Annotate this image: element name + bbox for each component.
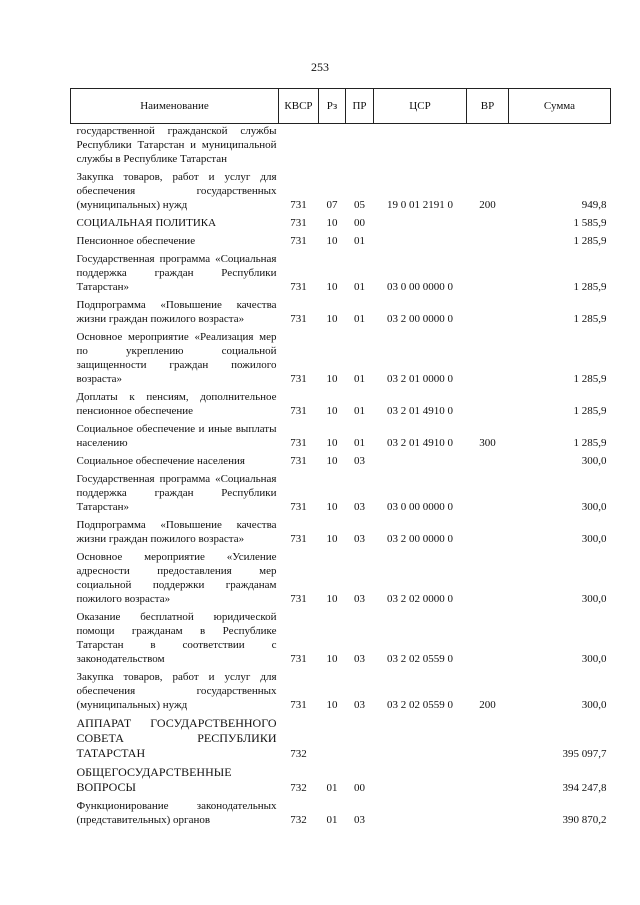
- cell-rz: 10: [326, 455, 338, 467]
- table-row: [71, 468, 611, 514]
- table-row: [71, 761, 611, 795]
- cell-pr: 00: [354, 217, 365, 229]
- cell-csr: 03 2 01 4910 0: [387, 437, 453, 449]
- cell-pr: 03: [354, 455, 365, 467]
- cell-rz: 10: [326, 699, 338, 711]
- cell-sum: 1 285,9: [573, 405, 607, 417]
- cell-rz: 01: [326, 814, 338, 826]
- cell-csr: [374, 212, 467, 230]
- cell-name: Основное мероприятие «Усиление адресности предоставления мер социальной поддержки гражданам пожилого возраста»: [76, 551, 277, 605]
- cell-vr: [467, 248, 509, 294]
- cell-vr: [467, 761, 509, 795]
- table-row: [71, 326, 611, 386]
- cell-name: Закупка товаров, работ и услуг для обеспечения государственных (муниципальных) нужд: [76, 671, 277, 711]
- header-pr: ПР: [346, 89, 374, 124]
- cell-kvsr: 731: [290, 405, 307, 417]
- table-row: [71, 795, 611, 827]
- table-row: [71, 294, 611, 326]
- cell-csr: [374, 450, 467, 468]
- cell-csr: 03 0 00 0000 0: [387, 281, 453, 293]
- table-row: [71, 514, 611, 546]
- cell-kvsr: 732: [290, 814, 307, 826]
- cell-name: Государственная программа «Социальная поддержка граждан Республики Татарстан»: [76, 473, 277, 513]
- cell-name: Оказание бесплатной юридической помощи гражданам в Республике Татарстан в соответствии с законодательством: [76, 611, 277, 665]
- cell-sum: 300,0: [581, 699, 607, 711]
- cell-sum: 300,0: [581, 501, 607, 513]
- cell-rz: 10: [326, 373, 338, 385]
- cell-sum: 395 097,7: [562, 748, 607, 760]
- cell-name: Функционирование законодательных (представительных) органов: [76, 800, 277, 826]
- header-kvsr: КВСР: [279, 89, 319, 124]
- cell-pr: 03: [354, 699, 365, 711]
- cell-name: Социальное обеспечение и иные выплаты населению: [76, 423, 277, 449]
- table-row: [71, 230, 611, 248]
- table-body: [71, 124, 611, 828]
- cell-kvsr: 732: [290, 748, 307, 760]
- cell-sum: 1 285,9: [573, 437, 607, 449]
- cell-kvsr: 731: [290, 501, 307, 513]
- cell-pr: [346, 124, 374, 167]
- cell-name: государственной гражданской службы Республики Татарстан и муниципальной службы в Республике Татарстан: [76, 125, 277, 165]
- cell-csr: 03 2 02 0559 0: [387, 653, 453, 665]
- cell-csr: 03 2 01 0000 0: [387, 373, 453, 385]
- cell-pr: 03: [354, 533, 365, 545]
- header-vr: ВР: [467, 89, 509, 124]
- header-csr: ЦСР: [374, 89, 467, 124]
- cell-pr: 03: [354, 653, 365, 665]
- cell-name: АППАРАТ ГОСУДАРСТВЕННОГО СОВЕТА РЕСПУБЛИКИ ТАТАРСТАН: [76, 716, 277, 760]
- cell-rz: [319, 712, 346, 761]
- cell-rz: 10: [326, 593, 338, 605]
- cell-name: Основное мероприятие «Реализация мер по укреплению социальной защищенности граждан пожилого возраста»: [76, 331, 277, 385]
- cell-name: Государственная программа «Социальная поддержка граждан Республики Татарстан»: [76, 253, 277, 293]
- cell-csr: [374, 795, 467, 827]
- cell-kvsr: 731: [290, 235, 307, 247]
- cell-rz: 07: [326, 199, 338, 211]
- cell-sum: [509, 124, 611, 167]
- table-header: [71, 89, 611, 124]
- cell-kvsr: 731: [290, 593, 307, 605]
- cell-vr: 300: [479, 437, 496, 449]
- cell-kvsr: 731: [290, 653, 307, 665]
- cell-name: Подпрограмма «Повышение качества жизни граждан пожилого возраста»: [76, 299, 277, 325]
- table-row: [71, 212, 611, 230]
- cell-vr: [467, 212, 509, 230]
- cell-name: СОЦИАЛЬНАЯ ПОЛИТИКА: [76, 217, 217, 229]
- cell-vr: [467, 795, 509, 827]
- cell-kvsr: [279, 124, 319, 167]
- cell-vr: [467, 450, 509, 468]
- header-name: Наименование: [71, 89, 279, 124]
- cell-vr: [467, 606, 509, 666]
- table-row: [71, 386, 611, 418]
- table-row: [71, 418, 611, 450]
- cell-name: Подпрограмма «Повышение качества жизни граждан пожилого возраста»: [76, 519, 277, 545]
- cell-vr: [467, 294, 509, 326]
- table-row: [71, 546, 611, 606]
- cell-rz: 01: [326, 782, 338, 794]
- cell-csr: 03 2 00 0000 0: [387, 533, 453, 545]
- cell-rz: 10: [326, 533, 338, 545]
- cell-sum: 300,0: [581, 455, 607, 467]
- cell-kvsr: 731: [290, 313, 307, 325]
- cell-vr: [467, 546, 509, 606]
- cell-kvsr: 731: [290, 199, 307, 211]
- cell-kvsr: 731: [290, 373, 307, 385]
- cell-kvsr: 731: [290, 455, 307, 467]
- table-row: [71, 166, 611, 212]
- cell-rz: 10: [326, 313, 338, 325]
- cell-rz: 10: [326, 235, 338, 247]
- cell-name: Пенсионное обеспечение: [76, 235, 196, 247]
- cell-rz: 10: [326, 653, 338, 665]
- cell-vr: [467, 514, 509, 546]
- cell-kvsr: 731: [290, 437, 307, 449]
- cell-rz: 10: [326, 281, 338, 293]
- budget-table: [70, 88, 611, 827]
- table-row: [71, 450, 611, 468]
- header-rz: Рз: [319, 89, 346, 124]
- table-row: [71, 712, 611, 761]
- header-sum: Сумма: [509, 89, 611, 124]
- cell-name: ОБЩЕГОСУДАРСТВЕННЫЕ ВОПРОСЫ: [76, 765, 232, 794]
- page-number: 253: [311, 60, 329, 74]
- table-row: [71, 248, 611, 294]
- cell-csr: [374, 712, 467, 761]
- cell-kvsr: 731: [290, 533, 307, 545]
- cell-rz: 10: [326, 501, 338, 513]
- cell-rz: 10: [326, 437, 338, 449]
- cell-vr: [467, 386, 509, 418]
- cell-sum: 300,0: [581, 533, 607, 545]
- cell-sum: 1 585,9: [573, 217, 607, 229]
- table-row: [71, 606, 611, 666]
- cell-csr: [374, 230, 467, 248]
- cell-pr: 03: [354, 814, 365, 826]
- cell-csr: 03 2 02 0559 0: [387, 699, 453, 711]
- cell-rz: [319, 124, 346, 167]
- cell-pr: 01: [354, 373, 365, 385]
- table-row: [71, 124, 611, 167]
- cell-sum: 1 285,9: [573, 313, 607, 325]
- cell-rz: 10: [326, 217, 338, 229]
- cell-sum: 1 285,9: [573, 373, 607, 385]
- cell-pr: 03: [354, 593, 365, 605]
- cell-name: Социальное обеспечение населения: [76, 455, 245, 467]
- cell-kvsr: 731: [290, 699, 307, 711]
- cell-pr: 05: [354, 199, 365, 211]
- cell-sum: 300,0: [581, 653, 607, 665]
- cell-pr: 00: [354, 782, 365, 794]
- cell-pr: 01: [354, 437, 365, 449]
- cell-pr: 01: [354, 281, 365, 293]
- cell-pr: [346, 712, 374, 761]
- table-row: [71, 666, 611, 712]
- cell-sum: 1 285,9: [573, 235, 607, 247]
- cell-csr: 03 2 02 0000 0: [387, 593, 453, 605]
- cell-csr: 03 0 00 0000 0: [387, 501, 453, 513]
- cell-csr: 03 2 00 0000 0: [387, 313, 453, 325]
- cell-vr: [467, 326, 509, 386]
- cell-kvsr: 731: [290, 281, 307, 293]
- cell-sum: 1 285,9: [573, 281, 607, 293]
- cell-csr: 19 0 01 2191 0: [387, 199, 453, 211]
- cell-name: Доплаты к пенсиям, дополнительное пенсионное обеспечение: [76, 391, 277, 417]
- cell-rz: 10: [326, 405, 338, 417]
- cell-sum: 390 870,2: [562, 814, 607, 826]
- cell-vr: 200: [479, 199, 496, 211]
- cell-vr: 200: [479, 699, 496, 711]
- cell-sum: 949,8: [581, 199, 607, 211]
- cell-vr: [467, 468, 509, 514]
- cell-kvsr: 732: [290, 782, 307, 794]
- cell-name: Закупка товаров, работ и услуг для обеспечения государственных (муниципальных) нужд: [76, 171, 277, 211]
- cell-vr: [467, 712, 509, 761]
- cell-vr: [467, 230, 509, 248]
- cell-kvsr: 731: [290, 217, 307, 229]
- cell-vr: [467, 124, 509, 167]
- cell-pr: 01: [354, 405, 365, 417]
- cell-pr: 01: [354, 235, 365, 247]
- cell-sum: 300,0: [581, 593, 607, 605]
- cell-sum: 394 247,8: [562, 782, 607, 794]
- cell-pr: 03: [354, 501, 365, 513]
- cell-pr: 01: [354, 313, 365, 325]
- cell-csr: 03 2 01 4910 0: [387, 405, 453, 417]
- cell-csr: [374, 761, 467, 795]
- cell-csr: [374, 124, 467, 167]
